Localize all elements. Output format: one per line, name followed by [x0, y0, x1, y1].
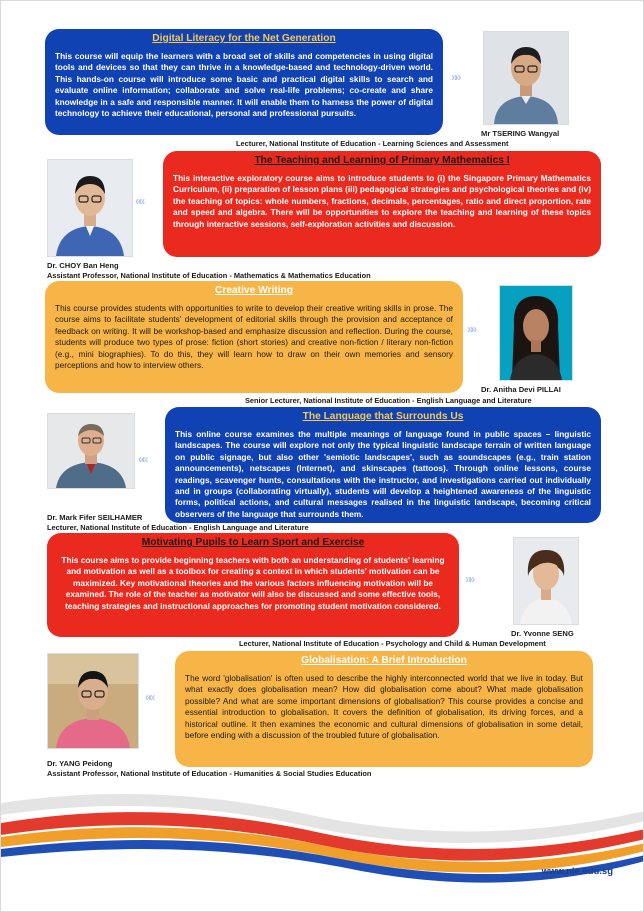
portrait-woman-icon: [500, 286, 572, 380]
instructor-name: Mr TSERING Wangyal: [481, 129, 560, 138]
instructor-role: Lecturer, National Institute of Education - Learning Sciences and Assessment: [236, 139, 509, 148]
course-title: Motivating Pupils to Learn Sport and Exercise: [141, 537, 365, 548]
footer-url[interactable]: www.nie.edu.sg: [541, 866, 613, 877]
instructor-role: Lecturer, National Institute of Education - English Language and Literature: [47, 523, 309, 532]
instructor-photo: [47, 653, 139, 749]
course-card-creative-writing: [45, 281, 463, 393]
course-title: Creative Writing: [215, 285, 293, 296]
instructor-name: Dr. YANG Peidong: [47, 759, 113, 768]
instructor-photo: [513, 537, 579, 625]
instructor-name: Dr. Mark Fifer SEILHAMER: [47, 513, 143, 522]
chevron-left-icon: ««: [138, 452, 146, 466]
instructor-role: Assistant Professor, National Institute of Education - Humanities & Social Studies Education: [47, 769, 372, 778]
instructor-name: Dr. Anitha Devi PILLAI: [481, 385, 561, 394]
course-description: This course aims to provide beginning teachers with both an understanding of students' learning and motivation as well as a toolbox for creating a context in which students' motivation can be maximized. Key motivational theories and the various factors influencing motivation will be examined. The role of the teacher as motivator will also be discussed and some effective tools, teaching strategies and instructional approaches for promoting student motivation considered.: [61, 555, 445, 611]
course-title: The Language that Surrounds Us: [302, 411, 464, 422]
course-card-motivating-pupils: [47, 533, 459, 637]
portrait-man-glasses-icon: [484, 32, 568, 124]
instructor-photo: [47, 413, 135, 489]
instructor-role: Assistant Professor, National Institute of Education - Mathematics & Mathematics Education: [47, 271, 371, 280]
portrait-woman-icon: [514, 538, 578, 624]
course-card-language-surrounds-us: [165, 407, 601, 523]
decorative-swoosh: [1, 741, 644, 911]
instructor-photo: [483, 31, 569, 125]
instructor-name: Dr. Yvonne SENG: [511, 629, 574, 638]
chevron-left-icon: ««: [145, 690, 153, 704]
chevron-left-icon: ««: [135, 194, 143, 208]
course-card-primary-mathematics: [163, 151, 601, 257]
course-title: Digital Literacy for the Net Generation: [152, 33, 336, 44]
portrait-man-glasses-icon: [48, 654, 138, 748]
instructor-name: Dr. CHOY Ban Heng: [47, 261, 119, 270]
course-description: This online course examines the multiple meanings of language found in public spaces – linguistic landscapes. The course will explore not only the typical linguistic landscape terrain of written language on public signage, but also other 'semiotic landscapes', such as soundscapes (e.g., train station announcements), netscapes (Internet), and skinscapes (tattoos). Through online lessons, course readings, scavenger hunts, consultations with the instructor, and investigations carried out individually and in groups (collaborating virtually), students will develop a heightened awareness of the linguistic forms, political actions, and cultural messages realised in the linguistic landscape, becoming critical observers of the language that surrounds them.: [175, 429, 591, 519]
chevron-right-icon: »»: [451, 70, 459, 84]
portrait-man-glasses-icon: [48, 160, 132, 256]
portrait-man-icon: [48, 414, 134, 488]
course-description: This interactive exploratory course aims to introduce students to (i) the Singapore Primary Mathematics Curriculum, (ii) preparation of lesson plans (iii) pedagogical strategies and psychological theories and (iv) the teaching of topics: whole numbers, fractions, decimals, percentages, ratio and direct proportion, rate and speed and algebra. There will be opportunities to explore the teaching and learning of these topics through interactive sessions, self-exploration activities and discussion.: [173, 173, 591, 229]
course-card-digital-literacy: [45, 29, 443, 135]
course-description: This course provides students with opportunities to write to develop their creative writing skills in prose. The course aims to facilitate students' development of editorial skills through the provision and acceptance of feedback on writing. It will be workshop-based and emphasize discussion and reflection. During the course, students will produce two types of prose: fiction (short stories) and creative non-fiction / literary non-fiction (e.g., mini biographies). To do this, they will learn how to draw on their own memories and sensory perceptions and how to interview others.: [55, 303, 453, 371]
instructor-role: Lecturer, National Institute of Education - Psychology and Child & Human Development: [239, 639, 546, 648]
course-description: This course will equip the learners with a broad set of skills and competencies in using digital tools and devices so that they can thrive in a knowledge-based and technology-driven world. This hands-on course will introduce some basic and practical digital skills to search and evaluate online information; collaborate and solve real-life problems; co-create and share knowledge in a safe and responsible manner. It will enable them to harness the power of digital technology to achieve their educational, personal and professional pursuits.: [55, 51, 433, 119]
chevron-right-icon: »»: [467, 322, 475, 336]
course-title: The Teaching and Learning of Primary Mathematics I: [254, 155, 510, 166]
course-title: Globalisation: A Brief Introduction: [301, 655, 467, 666]
instructor-photo: [499, 285, 573, 381]
instructor-role: Senior Lecturer, National Institute of Education - English Language and Literature: [245, 396, 532, 405]
instructor-photo: [47, 159, 133, 257]
course-description: The word 'globalisation' is often used to describe the highly interconnected world that we live in today. But what exactly does globalisation mean? How did globalisation come about? What made globalisation possible? And what are some important dimensions of globalisation? This course provides a concise and essential introduction to globalisation. It covers the definition of globalisation, its driving forces, and a historical outline. It then examines the economic and cultural dimensions of globalisation in some detail, before ending with a discussion of the troubled future of globalisation.: [185, 673, 583, 741]
chevron-right-icon: »»: [465, 572, 473, 586]
